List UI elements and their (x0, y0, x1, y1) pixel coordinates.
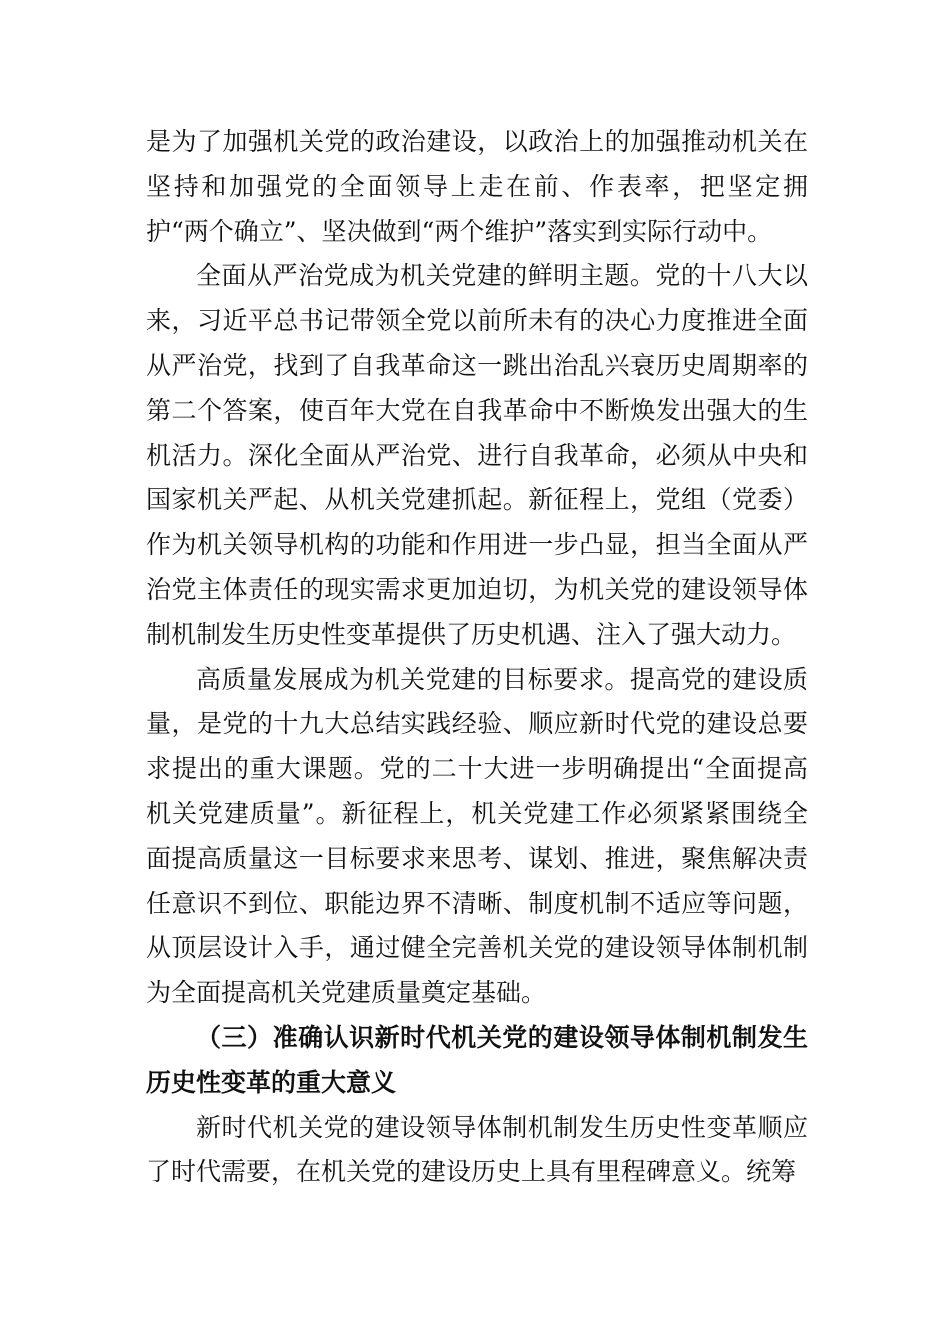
section-heading-three: （三）准确认识新时代机关党的建设领导体制机制发生历史性变革的重大意义 (146, 1022, 808, 1097)
paragraph-significance: 新时代机关党的建设领导体制机制发生历史性变革顺应了时代需要，在机关党的建设历史上具有里程碑意义。统筹 (146, 1112, 808, 1187)
paragraph-continuation: 是为了加强机关党的政治建设，以政治上的加强推动机关在坚持和加强党的全面领导上走在前、作表率，把坚定拥护“两个确立”、坚决做到“两个维护”落实到实际行动中。 (146, 127, 808, 246)
document-page (146, 120, 808, 1195)
paragraph-party-governance: 全面从严治党成为机关党建的鲜明主题。党的十八大以来，习近平总书记带领全党以前所未有的决心力度推进全面从严治党，找到了自我革命这一跳出治乱兴衰历史周期率的第二个答案，使百年大党在自我革命中不断焕发出强大的生机活力。深化全面从严治党、进行自我革命，必须从中央和国家机关严起、从机关党建抓起。新征程上，党组（党委）作为机关领导机构的功能和作用进一步凸显，担当全面从严治党主体责任的现实需求更加迫切，为机关党的建设领导体制机制发生历史性变革提供了历史机遇、注入了强大动力。 (146, 261, 808, 649)
paragraph-high-quality-development: 高质量发展成为机关党建的目标要求。提高党的建设质量，是党的十九大总结实践经验、顺应新时代党的建设总要求提出的重大课题。党的二十大进一步明确提出“全面提高机关党建质量”。新征程上，机关党建工作必须紧紧围绕全面提高质量这一目标要求来思考、谋划、推进，聚焦解决责任意识不到位、职能边界不清晰、制度机制不适应等问题，从顶层设计入手，通过健全完善机关党的建设领导体制机制为全面提高机关党建质量奠定基础。 (146, 664, 808, 1008)
